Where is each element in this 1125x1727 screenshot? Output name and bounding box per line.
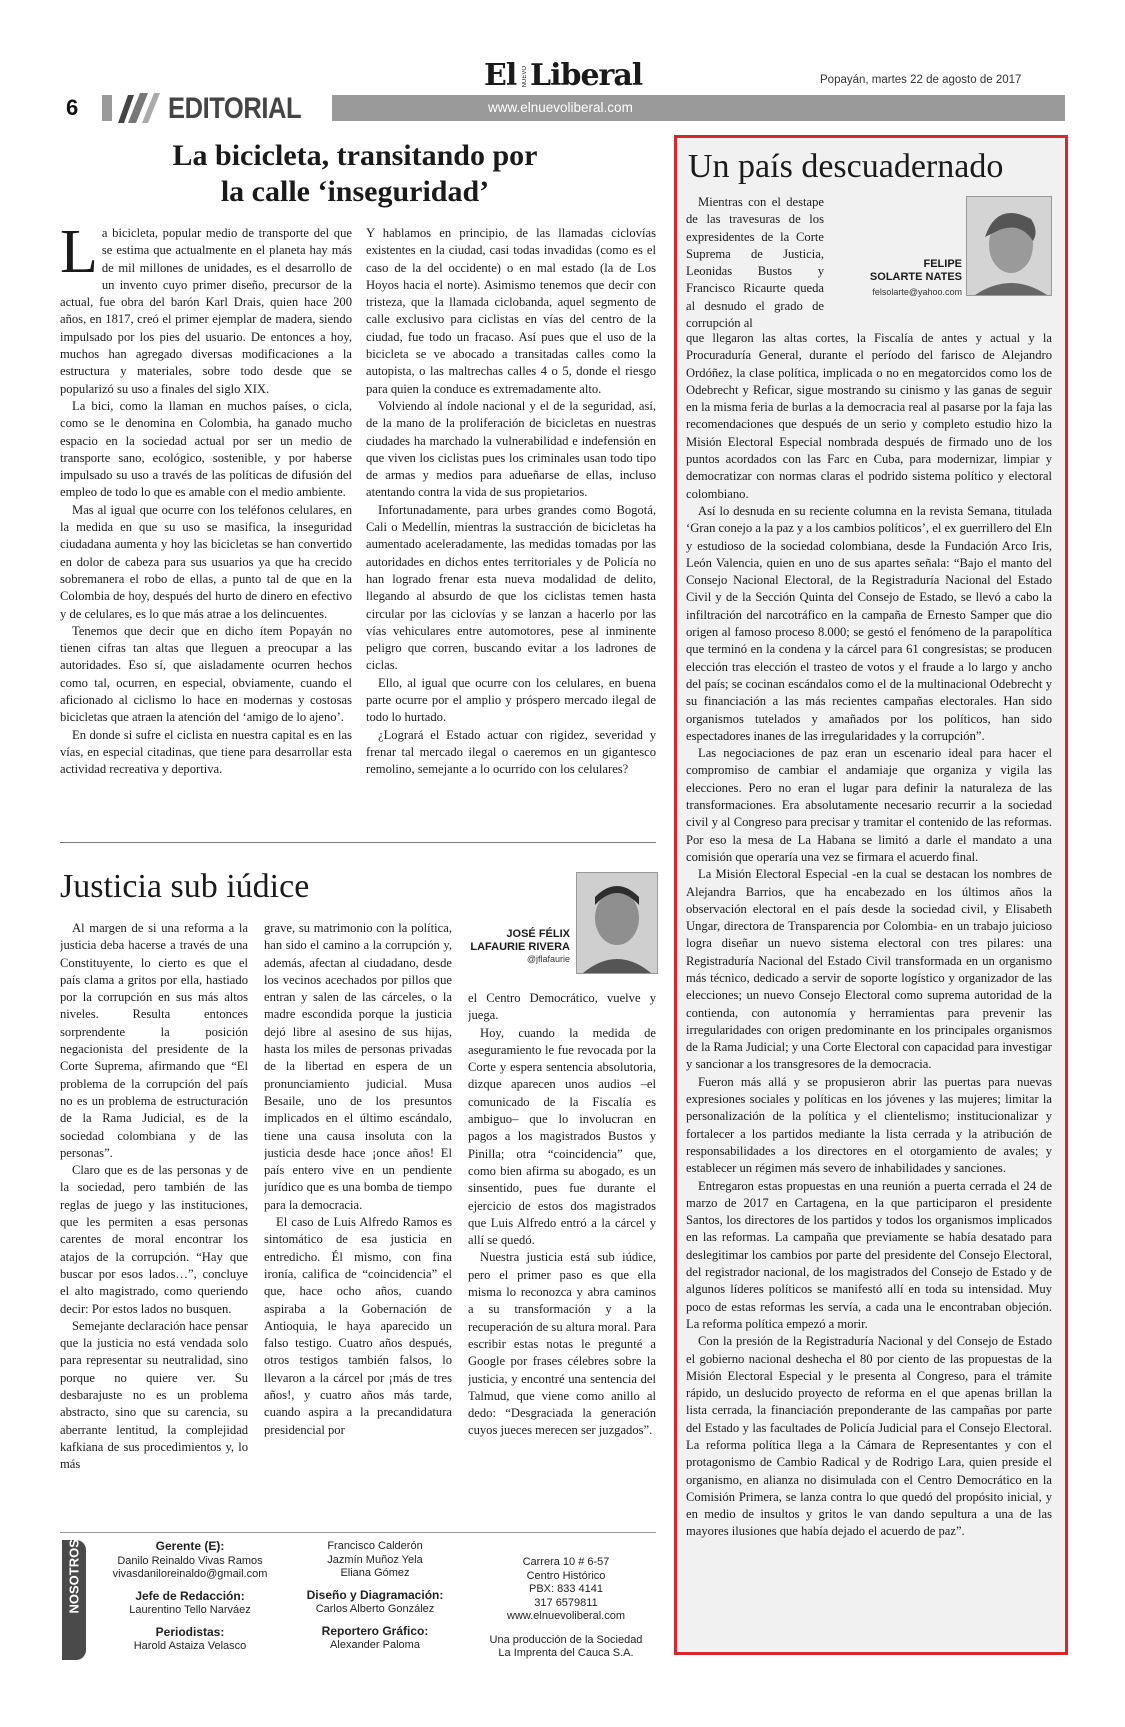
address-line: Carrera 10 # 6-57 [522, 1556, 610, 1568]
paragraph: Entregaron estas propuestas en una reunión a puerta cerrada el 24 de marzo de 2017 en Cartagena, en la que participaron el presidente Santos, los directores de los partidos y todos los organismos implicados en las reformas. La campaña que previamente se había desatado para deslegitimar los cambios por parte del presidente del Consejo Electoral, del registrador nacional, de los magistrados del Consejo de Estado y de algunos líderes políticos se manifestó allí en toda su intensidad. Muy poco de estas reformas les servía, a cada una le encontraban objeción. La reforma política empezó a morir. [686, 1178, 1052, 1331]
staff-name: Jazmín Muñoz Yela [327, 1553, 423, 1566]
paragraph: Y hablamos en principio, de las llamadas ciclovías existentes en la ciudad, casi todas invadidas (como es el caso de la del occidente) o en mal estado (la de Los Hoyos hacia el norte). Asimismo tenemos que decir con tristeza, que la llamada ciclobanda, aquel segmento de calle exclusivo para ciclistas en vías del centro de la ciudad, fue todo un fracaso. Así pues que el uso de la bicicleta se ve abocado a transitadas calles como la autopista, o las maltrechas calles 4 o 5, donde el riesgo para quien la conduce es extremadamente alto. [366, 226, 656, 396]
website-link[interactable]: www.elnuevoliberal.com [488, 100, 633, 115]
nosotros-label: NOSOTROS [66, 1539, 82, 1614]
justicia-title: Justicia sub iúdice [60, 868, 310, 905]
paragraph: La Misión Electoral Especial -en la cual se destacan los nombres de Alejandra Barrios, que ha encabezado en los últimos años la observación electoral en el país desde la sociedad civil, y Elisabeth Ungar, directora de Transparencia por Colombia- en un trabajo juicioso logra diseñar un nuevo sistema electoral con tres pilares: una Registraduría Nacional del Estado Civil transformada en un organismo más técnico, dedicado a servir de soporte logístico y organizador de las elecciones; un nuevo Consejo Electoral como suprema autoridad de la contienda, con autonomía y herramientas para prevenir las irregularidades con origen predominante en los principales organismos de la Rama Judicial; y una Corte Electoral con capacidad para investigar y sancionar a los transgresores de la democracia. [686, 867, 1052, 1072]
production-line: Una producción de la Sociedad [489, 1633, 643, 1646]
pbx: PBX: 833 4141 [528, 1583, 603, 1595]
staff-name: Francisco Calderón [327, 1540, 423, 1552]
page-number: 6 [66, 95, 79, 120]
dropcap: L [60, 225, 98, 286]
paragraph: El caso de Luis Alfredo Ramos es sintomático de esa justicia en entredicho. Él mismo, con fina ironía, califica de “coincidencia” el que, hace ocho años, cuando aspiraba a la Gobernación de Antioquia, le haya aparecido un falso testigo. Cuatro años después, otros testigos también falsos, lo llevaron a la cárcel por ¡más de tres años!, y cuatro años más tarde, cuando aspira a la precandidatura presidencial por [264, 1215, 452, 1437]
logo-small: NUEVO [522, 66, 528, 88]
production-line: La Imprenta del Cauca S.A. [498, 1647, 634, 1659]
author-photo-lafaurie [576, 872, 658, 974]
editorial-title-line1: La bicicleta, transitando por [172, 139, 538, 172]
section-stripes-icon [118, 93, 164, 123]
diseno-name: Carlos Alberto González [315, 1603, 435, 1615]
footer-col-2 [290, 1540, 460, 1653]
logo-prefix: El [484, 58, 517, 93]
paragraph: Tenemos que decir que en dicho ítem Popayán no tienen cifras tan altas que lleguen a preocupar a las autoridades. Eso sí, que aisladamente ocurren hechos como tal, ocurren, en especial, obviamente, cuando el aficionado al ciclismo lo hace en modernas y costosas bicicletas que atraen la atención del ‘amigo de lo ajeno’. [60, 623, 352, 725]
paragraph: ¿Logrará el Estado actuar con rigidez, severidad y frenar tal mercado ilegal o caeremos en un gigantesco remolino, semejante a lo ocurrido con los celulares? [366, 727, 656, 777]
dateline: Popayán, martes 22 de agosto de 2017 [820, 74, 1022, 86]
gerente-email[interactable]: vivasdaniloreinaldo@gmail.com [112, 1568, 268, 1580]
justicia-col-1 [60, 920, 248, 1480]
masthead-logo [484, 58, 644, 94]
jefe-label: Jefe de Redacción: [135, 1588, 245, 1603]
author-email[interactable]: felsolarte@yahoo.com [872, 287, 962, 297]
paragraph: La bici, como la llaman en muchos países, o cicla, como se le denomina en Colombia, ha ganado mucho espacio en la sociedad actual por ser un medio de transporte sano, ecológico, sostenible, y por haberse impulsado su uso a través de las políticas de difusión del empleo de todo lo que es amable con el medio ambiente. [60, 398, 352, 500]
gerente-name: Danilo Reinaldo Vivas Ramos [117, 1554, 263, 1567]
periodistas-label: Periodistas: [155, 1624, 225, 1639]
address-line: Centro Histórico [526, 1569, 606, 1582]
justicia-col-2 [264, 920, 452, 1480]
phone: 317 6579811 [534, 1596, 598, 1609]
author-name-line1: FELIPE [923, 258, 962, 270]
periodistas-name: Harold Astaiza Velasco [133, 1640, 247, 1652]
editorial-title [60, 138, 650, 210]
pais-intro [686, 194, 824, 330]
paragraph: Infortunadamente, para urbes grandes como Bogotá, Cali o Medellín, mientras la sustracción de bicicletas ha aumentado aceleradamente, las medidas tomadas por las autoridades en dichos entes territoriales y de Policía no han logrado frenar esta nueva modalidad de delito, llegando al absurdo de que los ciclistas temen hasta circular por las ciclovías y se lanzan a hacerlo por las vías vehiculares entre automotores, pese al inminente peligro que corren, buscando evitar a los ladrones de ciclas. [366, 502, 656, 673]
divider [60, 842, 656, 843]
paragraph: Semejante declaración hace pensar que la justicia no está vendada solo para representar su neutralidad, sino porque no quiere ver. Su desbarajuste no es un problema abstracto, sino que su carencia, su aberrante lentitud, la complejidad kafkiana de sus procedimientos y, lo más [60, 1318, 248, 1472]
paragraph: Mientras con el destape de las travesuras de los expresidentes de la Corte Suprema de Justicia, Leonidas Bustos y Francisco Ricaurte queda al desnudo el grado de corrupción al [686, 195, 824, 330]
footer-divider [60, 1532, 656, 1533]
paragraph: Hoy, cuando la medida de aseguramiento le fue revocada por la Corte y espera sentencia absolutoria, dizque aparecen unos audios –el comunicado de la Fiscalía es ambiguo– que lo involucran en pagos a los magistrados Bustos y Pinilla; otra “coincidencia” que, como bien afirma su abogado, es un sinsentido, pues fue durante el ejercicio de estos dos magistrados que Luis Alfredo entró a la cárcel y allí se quedó. [468, 1025, 656, 1248]
paragraph: Mas al igual que ocurre con los teléfonos celulares, en la medida en que su uso se masifica, la inseguridad ciudadana aumenta y hoy las bicicletas se han convertido en dolor de cabeza para sus usuarios ya que ha crecido sobremanera el robo de ellas, a punto tal de que en la Colombia de hoy, después del hurto de dinero en efectivo y de celulares, es lo que más atrae a los delincuentes. [60, 502, 352, 621]
justicia-col-3 [468, 990, 656, 1480]
justicia-author-byline [470, 928, 570, 964]
diseno-label: Diseño y Diagramación: [306, 1587, 444, 1602]
paragraph: En donde si sufre el ciclista en nuestra capital es en las vías, en especial citadinas, que tiene para desarrollar esta actividad recreativa y deportiva. [60, 727, 352, 777]
paragraph: Las negociaciones de paz eran un escenario ideal para hacer el compromiso de cambiar el andamiaje que organiza y vigila las elecciones. Pero no eran el lugar para definir la naturaleza de las transformaciones. Era absolutamente necesario recurrir a la sociedad civil y al Congreso para precisar y tramitar el contenido de las reformas. Por eso la mesa de La Habana se limitó a darle el mandato a una comisión que operaría una vez se firmara el acuerdo final. [686, 746, 1052, 864]
editorial-col-1 [60, 225, 352, 825]
footer-website[interactable]: www.elnuevoliberal.com [507, 1610, 625, 1622]
editorial-col-2 [366, 225, 656, 825]
paragraph: Fueron más allá y se propusieron abrir las puertas para nuevas expresiones sociales y políticas en los jóvenes y las mujeres; limitar la personalización de la política y el clientelismo; institucionalizar y fortalecer a los partidos mediante la lista cerrada y la atribución de responsabilidades a los directores en el otorgamiento de avales; y establecer un régimen más severo de inhabilidades y sanciones. [686, 1074, 1052, 1176]
author-handle: @jflafaurie [526, 954, 570, 964]
paragraph: Nuestra justicia está sub iúdice, pero el primer paso es que ella misma lo reconozca y abra caminos a su transformación y a la recuperación de su altura moral. Para escribir estas notas le pregunté a Google por frases célebres sobre la justicia, y encontré una sentencia del Talmud, que viene como anillo al dedo: “Desgraciada la generación cuyos jueces merecen ser juzgados”. [468, 1250, 656, 1438]
paragraph: a bicicleta, popular medio de transporte del que se estima que actualmente en el planeta hay más de mil millones de unidades, es el desarrollo de un invento cuyo primer diseño, precursor de la actual, fue obra del barón Karl Drais, quien hace 200 años, en 1817, creó el primer ejemplar de madera, siendo impulsado por los pies del usuario. De entonces a hoy, muchos han agregado diversas modificaciones a la estructura y materiales, sobre todo desde que se popularizó su uso a finales del siglo XIX. [60, 226, 352, 396]
reportero-label: Reportero Gráfico: [321, 1623, 429, 1638]
footer-col-1 [100, 1540, 280, 1654]
paragraph: el Centro Democrático, vuelve y juega. [468, 991, 656, 1023]
paragraph: que llegaron las altas cortes, la Fiscalía de antes y actual y la Procuraduría General, durante el período del farisco de Alejandro Ordóñez, la clase política, implicada o no en megatorcidos como los de Odebrecht y Reficar, sigue mostrando su cinismo y las ganas de seguir en la misma feria de burlas a la democracia real al pasarse por la faja las recomendaciones que después de un serio y completo estudio hizo la Misión Electoral Especial nombrada después de firmado uno de los puntos acordados con las Farc en Cuba, para modernizar, limpiar y democratizar con normas claras el podrido sistema político y electoral colombiano. [686, 331, 1052, 501]
paragraph: Al margen de si una reforma a la justicia deba hacerse a través de una Constituyente, lo cierto es que el país clama a gritos por ella, hastiado por la corrupción en sus más altos niveles. Resulta entonces sorprendente la posición negacionista del presidente de la Corte Suprema, afirmando que “El problema de la corrupción del país no es un problema de estructuración de la Rama Judicial, es de la sociedad colombiana y de las personas”. [60, 921, 248, 1160]
paragraph: Volviendo al índole nacional y el de la seguridad, así, de la mano de la proliferación de bicicletas en nuestras ciudades ha marchado la vulnerabilidad e indefensión en que viven los ciclistas pues los criminales usan todo tipo de armas y medios para adueñarse de ellas, incluso atentando contra la vida de sus propietarios. [366, 398, 656, 500]
reportero-name: Alexander Paloma [330, 1639, 420, 1651]
logo-main: Liberal [530, 58, 643, 93]
author-photo-solarte [966, 196, 1052, 296]
paragraph: Claro que es de las personas y de la sociedad, pero también de las reglas de juego y las instituciones, que les permiten a esas personas carentes de moral encontrar los atajos de la corrupción. “Hay que buscar por esos lados…”, concluye el alto magistrado, como queriendo decir: Por estos lados no busquen. [60, 1163, 248, 1316]
paragraph: Con la presión de la Registraduría Nacional y del Consejo de Estado el gobierno nacional deshecha el 80 por ciento de las propuestas de la Misión Electoral Especial y le presenta al Congreso, para el trámite rápido, un deslucido proyecto de reforma en el que apenas brillan la lista cerrada, la financiación preponderante de las campañas por parte del Estado y las facultades de Policía Judicial para el Consejo Electoral. La reforma política llega a la Cámara de Representantes y con el protagonismo de Cambio Radical y de Rodrigo Lara, quien preside el organismo, en alianza no disimulada con el Centro Democrático en la Comisión Primera, se lanza contra lo que quedó del propósito inicial, y en medio de insultos y gritos le van dando sepultura a una de las mayores ilusiones que había dejado el acuerdo de paz”. [686, 1334, 1052, 1539]
pais-body [686, 330, 1052, 1648]
author-name-line1: JOSÉ FÉLIX [506, 928, 570, 940]
paragraph: Así lo desnuda en su reciente columna en la revista Semana, titulada ‘Gran conejo a la paz y a los cambios políticos’, el ex guerrillero del Eln y estudioso de la sociedad colombiana, desde la Fundación Arco Iris, León Valencia, quien en uno de sus apartes señala: “Bajo el manto del Consejo Nacional Electoral, de la Registraduría Nacional del Estado Civil y de la Sección Quinta del Consejo de Estado, se llevó a cabo la infiltración del narcotráfico en la campaña de Ernesto Samper que dio origen al famoso proceso 8.000; se gestó el fenómeno de la parapolítica que terminó en la condena y la cárcel para 61 congresistas; se producen elección tras elección el trasteo de votos y el fraude a lo largo y ancho del país; se cocinan escándalos como el de la multinacional Odebrecht y su financiación a las más recientes campañas electorales. Han sido organismos tutelados y amañados por los políticos, han sido espectadores inanes de las irregularidades y la corrupción”. [686, 503, 1052, 743]
paragraph: grave, su matrimonio con la política, han sido el camino a la corrupción y, además, afectan al ciudadano, desde los vecinos acechados por pillos que entran y salen de las cárceles, o la madre escondida porque la justicia dejó libre al asesino de sus hijas, hasta los miles de personas privadas de la libertad en espera de un pronunciamiento judicial. Musa Besaile, uno de los presuntos implicados en el último escándalo, tiene una causa insoluta con la justicia desde hace ¡once años! El país entero vive en un pendiente jurídico que es una bomba de tiempo para la democracia. [264, 921, 452, 1212]
author-name-line2: SOLARTE NATES [869, 271, 962, 283]
pais-title: Un país descuadernado [688, 148, 1004, 185]
gerente-label: Gerente (E): [155, 1539, 225, 1553]
author-name-line2: LAFAURIE RIVERA [470, 941, 570, 953]
jefe-name: Laurentino Tello Narváez [129, 1604, 251, 1616]
footer-col-3 [476, 1556, 656, 1661]
staff-name: Eliana Gómez [340, 1567, 410, 1579]
editorial-title-line2: la calle ‘inseguridad’ [220, 175, 490, 208]
section-title: EDITORIAL [168, 92, 302, 125]
pais-author-byline [830, 258, 962, 297]
paragraph: Ello, al igual que ocurre con los celulares, en buena parte ocurre por el amplio y próspero mercado ilegal de todo lo hurtado. [366, 675, 656, 725]
